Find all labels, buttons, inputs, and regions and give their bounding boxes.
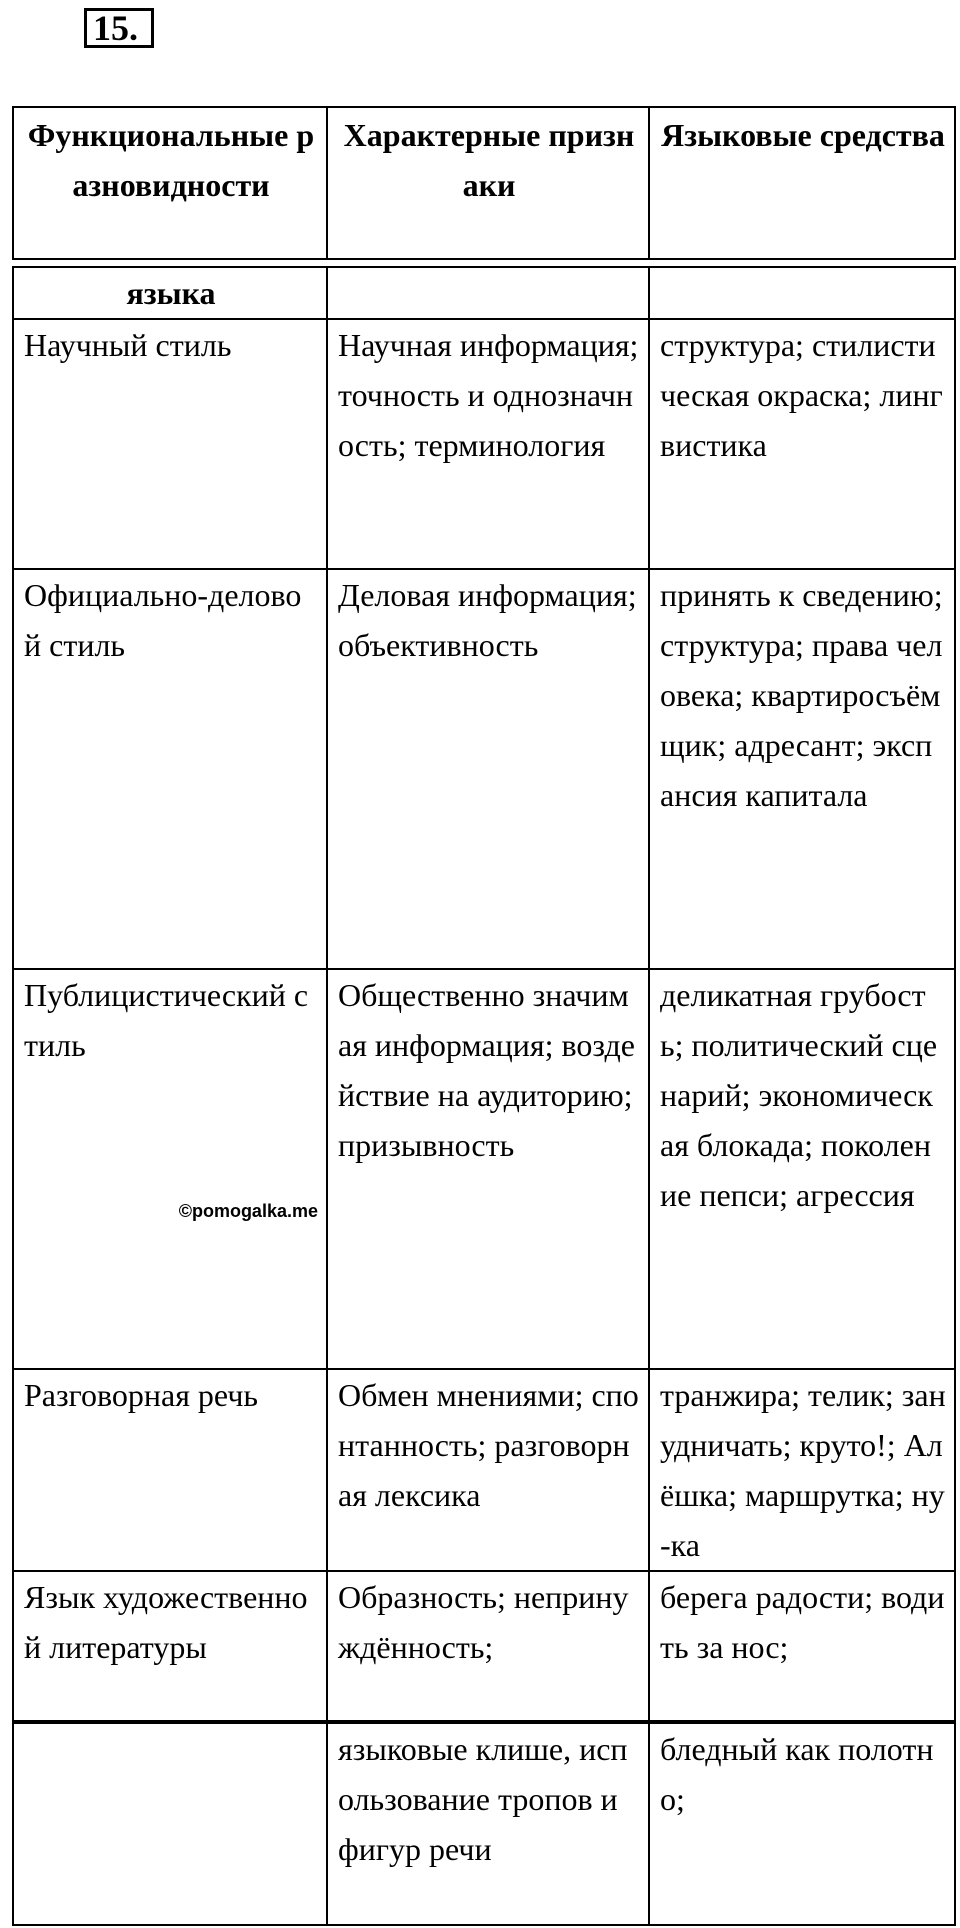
header-language-means: Языковые средства bbox=[649, 107, 955, 259]
table-row bbox=[13, 569, 955, 969]
table-row bbox=[13, 1369, 955, 1571]
row-means-cell: деликатная грубость; политический сценарий; экономическая блокада; поколение пепси; агрессия bbox=[649, 969, 955, 1369]
header-continuation-col1: языка bbox=[13, 267, 327, 319]
row-style-cell: Язык художественной литературы bbox=[13, 1571, 327, 1721]
header-continuation-row bbox=[13, 267, 955, 319]
header-row bbox=[13, 107, 955, 259]
row-style-cell: Научный стиль bbox=[13, 319, 327, 569]
row-style-text: Публицистический стиль bbox=[24, 977, 309, 1063]
row-style-cell bbox=[13, 969, 327, 1369]
row-style-cell: Официально-деловой стиль bbox=[13, 569, 327, 969]
row-features-cell: Образность; непринуждённость; bbox=[327, 1571, 649, 1721]
continuation-style-cell bbox=[13, 1723, 327, 1925]
header-continuation-col2 bbox=[327, 267, 649, 319]
task-number: 15. bbox=[84, 8, 154, 48]
row-means-cell: принять к сведению; структура; права человека; квартиросъёмщик; адресант; экспансия капитала bbox=[649, 569, 955, 969]
row-features-cell: Деловая информация; объективность bbox=[327, 569, 649, 969]
continuation-means-cell: бледный как полотно; bbox=[649, 1723, 955, 1925]
row-means-cell: берега радости; водить за нос; bbox=[649, 1571, 955, 1721]
watermark-text: ©pomogalka.me bbox=[178, 1201, 318, 1221]
row-style-cell: Разговорная речь bbox=[13, 1369, 327, 1571]
continuation-features-cell: языковые клише, использование тропов и фигур речи bbox=[327, 1723, 649, 1925]
styles-table bbox=[12, 266, 956, 1722]
row-features-cell: Обмен мнениями; спонтанность; разговорная лексика bbox=[327, 1369, 649, 1571]
row-means-cell: транжира; телик; занудничать; круто!; Алёшка; маршрутка; ну-ка bbox=[649, 1369, 955, 1571]
continuation-row bbox=[13, 1723, 955, 1925]
table-header bbox=[12, 106, 956, 260]
header-continuation-col3 bbox=[649, 267, 955, 319]
row-means-cell: структура; стилистическая окраска; лингвистика bbox=[649, 319, 955, 569]
table-continuation bbox=[12, 1722, 956, 1926]
header-functional-varieties: Функциональные разновидности bbox=[13, 107, 327, 259]
header-characteristic-features: Характерные признаки bbox=[327, 107, 649, 259]
table-row bbox=[13, 969, 955, 1369]
table-row bbox=[13, 1571, 955, 1721]
row-features-cell: Общественно значимая информация; воздействие на аудиторию; призывность bbox=[327, 969, 649, 1369]
row-features-cell: Научная информация; точность и однозначность; терминология bbox=[327, 319, 649, 569]
table-row bbox=[13, 319, 955, 569]
